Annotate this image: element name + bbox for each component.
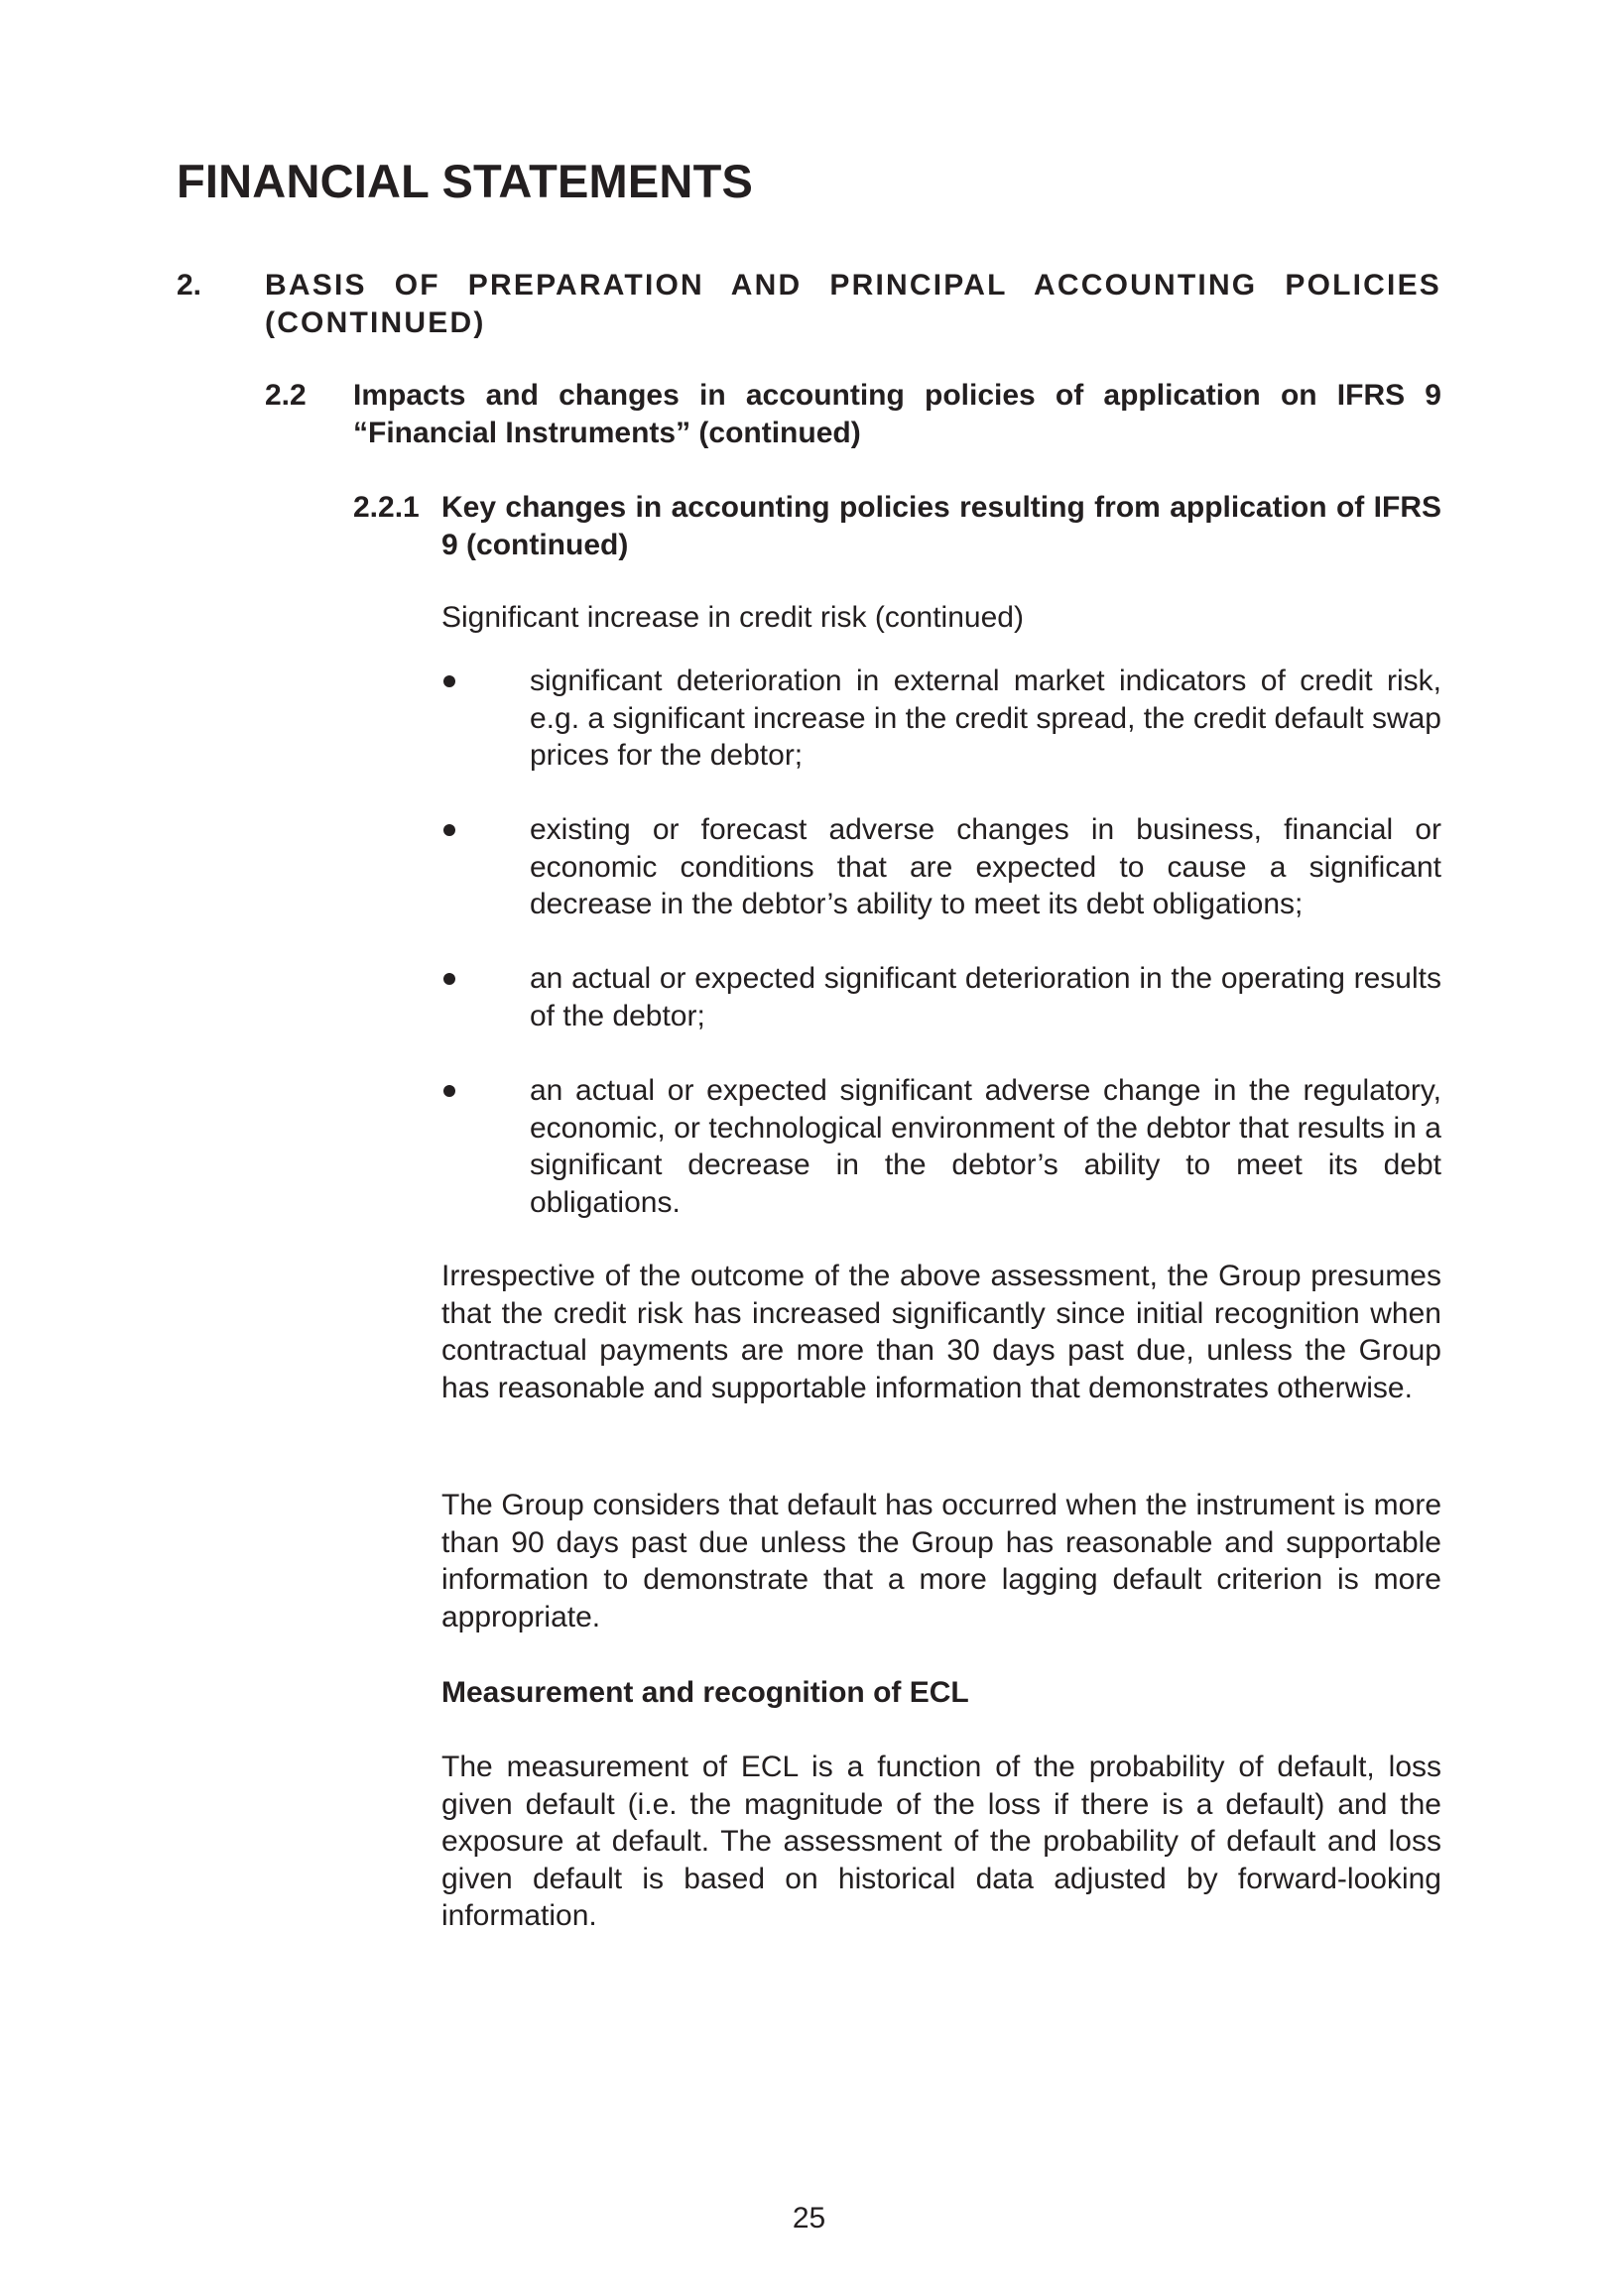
page-number: 25 [792, 2202, 826, 2235]
bullet-dot-icon [443, 1085, 455, 1097]
bullet-dot-icon [443, 675, 455, 687]
subsection-number: 2.2 [265, 379, 307, 412]
bullet-text: an actual or expected significant deterioration in the operating results of the debtor; [530, 962, 1441, 1032]
measurement-paragraph: The measurement of ECL is a function of the probability of default, loss given default (i.e. the magnitude of the loss if there is a default) and the exposure at default. The assessment of the probability of default and loss given default is based on historical data adjusted by forward-looking information. [441, 1751, 1441, 1932]
bullet-text: an actual or expected significant adverse change in the regulatory, economic, or technological environment of the debtor that results in a significant decrease in the debtor’s ability to meet its debt obligations. [530, 1074, 1441, 1219]
page-title: FINANCIAL STATEMENTS [177, 155, 754, 207]
measurement-heading: Measurement and recognition of ECL [441, 1676, 969, 1709]
subsubsection-title: Key changes in accounting policies resulting from application of IFRS 9 (continued) [441, 491, 1441, 561]
bullet-dot-icon [443, 973, 455, 985]
subsection-title: Impacts and changes in accounting policies of application on IFRS 9 “Financial Instruments” (continued) [353, 379, 1441, 449]
section-title: BASIS OF PREPARATION AND PRINCIPAL ACCOUNTING POLICIES (CONTINUED) [265, 269, 1441, 339]
paragraph: Irrespective of the outcome of the above assessment, the Group presumes that the credit risk has increased significantly since initial recognition when contractual payments are more than 30 days past due, unless the Group has reasonable and supportable information that demonstrates otherwise. [441, 1260, 1441, 1404]
section-number: 2. [177, 269, 202, 302]
bullet-text: significant deterioration in external market indicators of credit risk, e.g. a significant increase in the credit spread, the credit default swap prices for the debtor; [530, 665, 1441, 772]
subsubsection-number: 2.2.1 [353, 491, 420, 524]
bullet-text: existing or forecast adverse changes in business, financial or economic conditions that are expected to cause a significant decrease in the debtor’s ability to meet its debt obligations; [530, 813, 1441, 920]
bullet-dot-icon [443, 824, 455, 836]
intro-text: Significant increase in credit risk (continued) [441, 601, 1024, 634]
paragraph: The Group considers that default has occurred when the instrument is more than 90 days past due unless the Group has reasonable and supportable information to demonstrate that a more lagging default criterion is more appropriate. [441, 1489, 1441, 1633]
